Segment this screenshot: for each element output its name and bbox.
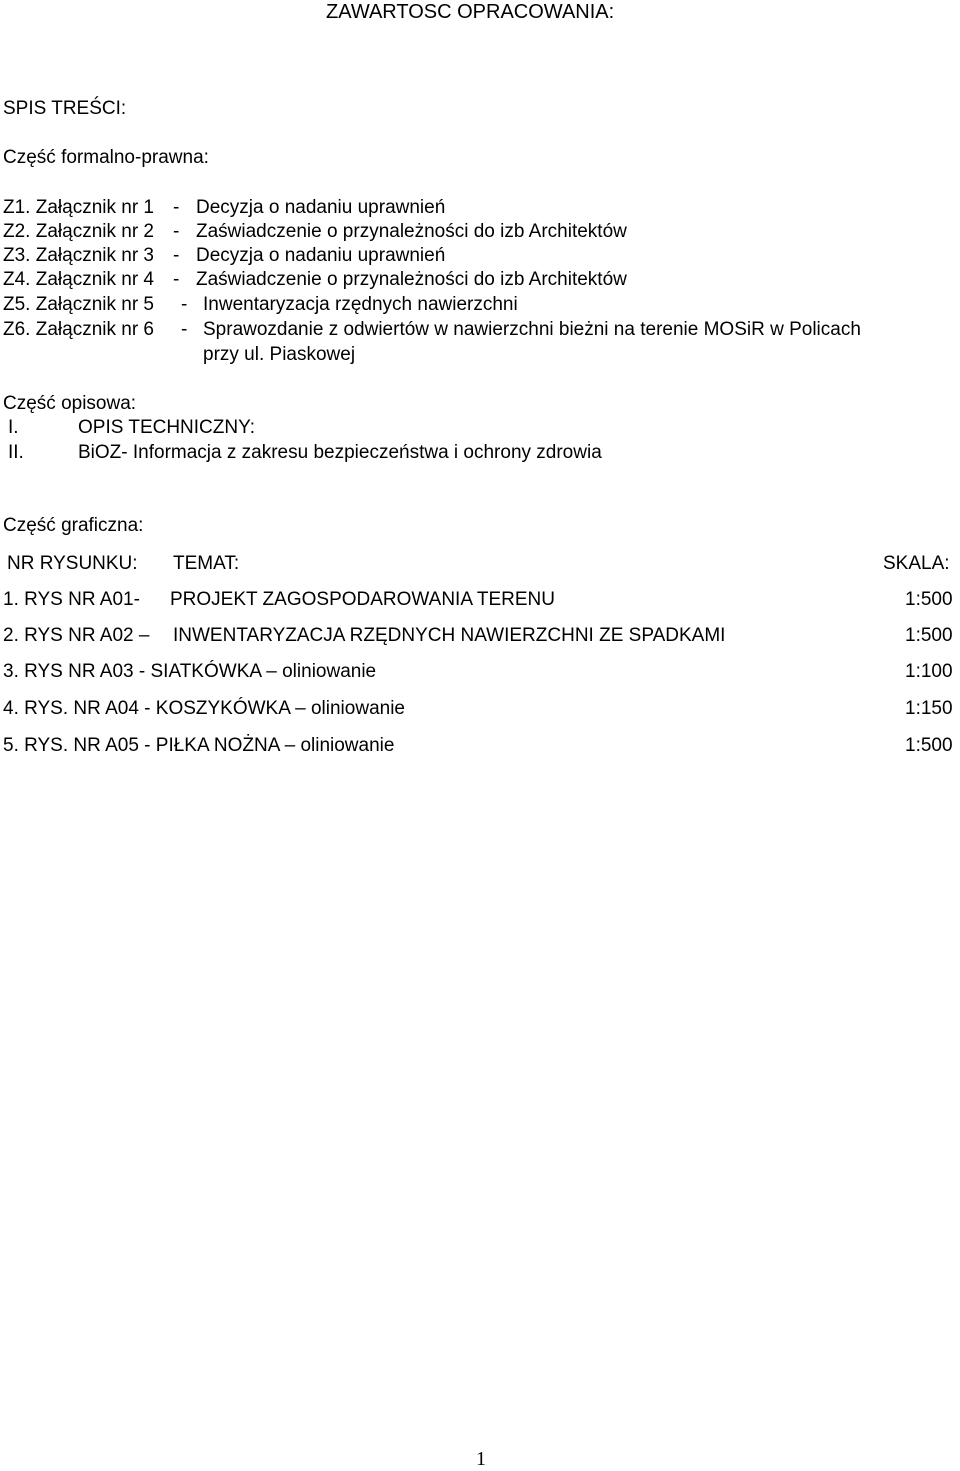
attachment-text: Decyzja o nadaniu uprawnień [196,197,446,218]
descriptive-item: BiOZ- Informacja z zakresu bezpieczeństwa i ochrony zdrowia [78,442,602,463]
attachment-dash: - [181,319,188,340]
descriptive-section-heading: Część opisowa: [3,393,137,414]
page-number: 1 [476,1448,486,1470]
attachment-dash: - [173,197,180,218]
drawing-number: 3. RYS NR A03 - SIATKÓWKA – oliniowanie [3,661,377,682]
drawing-number: 5. RYS. NR A05 - PIŁKA NOŻNA – oliniowanie [3,735,395,756]
column-header-number: NR RYSUNKU: [7,553,138,574]
roman-numeral: I. [8,417,19,438]
attachment-text: Decyzja o nadaniu uprawnień [196,245,446,266]
attachment-dash: - [173,269,180,290]
attachment-text: Zaświadczenie o przynależności do izb Architektów [196,221,627,242]
drawing-topic: PROJEKT ZAGOSPODAROWANIA TERENU [170,589,555,610]
attachment-dash: - [181,294,188,315]
drawing-number: 4. RYS. NR A04 - KOSZYKÓWKA – oliniowanie [3,698,405,719]
attachment-text: Zaświadczenie o przynależności do izb Architektów [196,269,627,290]
drawing-scale: 1:500 [905,735,953,756]
attachment-code: Z4. Załącznik nr 4 [3,269,154,290]
attachment-code: Z5. Załącznik nr 5 [3,294,154,315]
attachment-dash: - [173,221,180,242]
drawing-number: 2. RYS NR A02 – [3,625,150,646]
toc-heading: SPIS TREŚCI: [3,98,127,119]
roman-numeral: II. [8,442,24,463]
attachment-code: Z3. Załącznik nr 3 [3,245,154,266]
graphic-section-heading: Część graficzna: [3,515,144,536]
attachment-code: Z6. Załącznik nr 6 [3,319,154,340]
page-title: ZAWARTOSC OPRACOWANIA: [326,1,615,23]
attachment-code: Z2. Załącznik nr 2 [3,221,154,242]
attachment-dash: - [173,245,180,266]
column-header-topic: TEMAT: [173,553,240,574]
drawing-scale: 1:500 [905,589,953,610]
drawing-scale: 1:500 [905,625,953,646]
drawing-number: 1. RYS NR A01- [3,589,140,610]
drawing-scale: 1:100 [905,661,953,682]
drawing-scale: 1:150 [905,698,953,719]
attachment-text: Sprawozdanie z odwiertów w nawierzchni bieżni na terenie MOSiR w Policach [203,319,861,340]
attachment-text-continued: przy ul. Piaskowej [203,344,356,365]
descriptive-item: OPIS TECHNICZNY: [78,417,256,438]
formal-section-heading: Część formalno-prawna: [3,147,209,168]
column-header-scale: SKALA: [883,553,950,574]
attachment-text: Inwentaryzacja rzędnych nawierzchni [203,294,518,315]
drawing-topic: INWENTARYZACJA RZĘDNYCH NAWIERZCHNI ZE SPADKAMI [173,625,726,646]
attachment-code: Z1. Załącznik nr 1 [3,197,154,218]
